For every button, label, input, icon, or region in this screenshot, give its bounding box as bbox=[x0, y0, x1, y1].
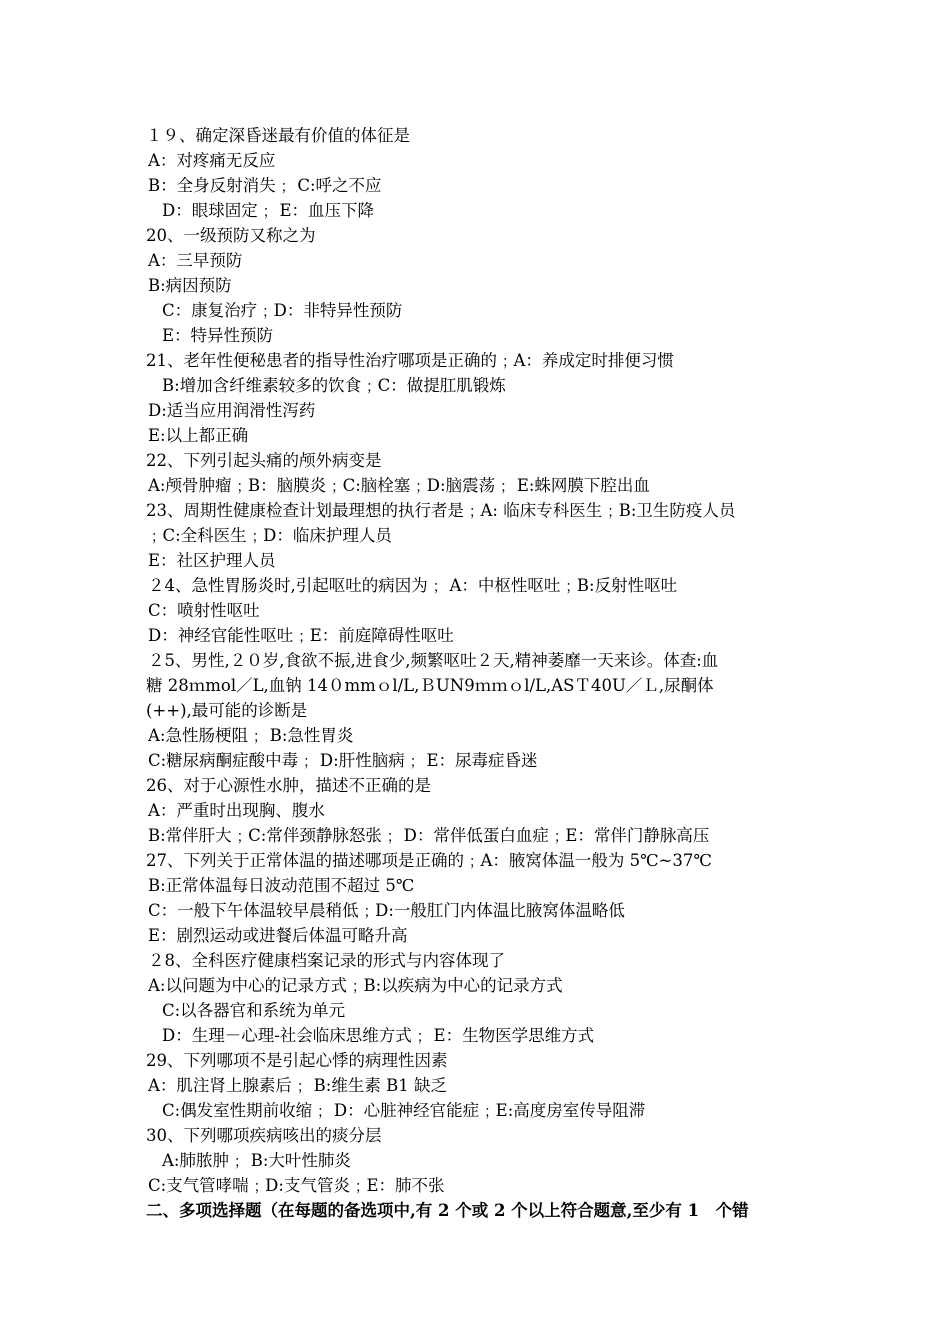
text-line: 21、老年性便秘患者的指导性治疗哪项是正确的﹔A：养成定时排便习惯 bbox=[146, 351, 674, 370]
question-list bbox=[146, 123, 826, 1223]
text-line: A：对疼痛无反应 bbox=[148, 151, 276, 170]
text-line: B:正常体温每日波动范围不超过 5℃ bbox=[148, 876, 415, 895]
text-line: C：一般下午体温较早晨稍低﹔D:一般肛门内体温比腋窝体温略低 bbox=[148, 901, 625, 920]
text-line: E:以上都正确 bbox=[148, 426, 249, 445]
text-line: ２4、急性胃肠炎时,引起呕吐的病因为﹔ A：中枢性呕吐﹔B:反射性呕吐 bbox=[148, 576, 678, 595]
text-line: E：特异性预防 bbox=[162, 326, 274, 345]
text-line: A:以问题为中心的记录方式﹔B:以疾病为中心的记录方式 bbox=[148, 976, 563, 995]
text-line: ﹔C:全科医生﹔D：临床护理人员 bbox=[146, 526, 392, 545]
text-line: A：严重时出现胸、腹水 bbox=[148, 801, 325, 820]
text-line: B：全身反射消失﹔ C:呼之不应 bbox=[148, 176, 382, 195]
text-line: ２8、全科医疗健康档案记录的形式与内容体现了 bbox=[148, 951, 505, 970]
text-line: (++),最可能的诊断是 bbox=[146, 701, 308, 720]
text-line: A：肌注肾上腺素后﹔ B:维生素 B1 缺乏 bbox=[148, 1076, 447, 1095]
text-line: C:支气管哮喘﹔D:支气管炎﹔E：肺不张 bbox=[148, 1176, 445, 1195]
text-line: D：神经官能性呕吐﹔E：前庭障碍性呕吐 bbox=[148, 626, 454, 645]
text-line: D:适当应用润滑性泻药 bbox=[148, 401, 316, 420]
text-line: C：喷射性呕吐 bbox=[148, 601, 260, 620]
text-line: 糖 28ｍmol／L,血钠 14０mmｏl/L,ＢUN9ｍｍｏl/L,ASＴ40U／Ｌ,尿酮体 bbox=[146, 676, 714, 695]
text-line: C：康复治疗﹔D：非特异性预防 bbox=[162, 301, 403, 320]
text-line: 23、周期性健康检查计划最理想的执行者是﹔A: 临床专科医生﹔B:卫生防疫人员 bbox=[146, 501, 736, 520]
text-line: B:增加含纤维素较多的饮食﹔C：做提肛肌锻炼 bbox=[162, 376, 506, 395]
text-line: １９、确定深昏迷最有价值的体征是 bbox=[146, 126, 410, 145]
text-line: E：社区护理人员 bbox=[148, 551, 276, 570]
text-line: B:病因预防 bbox=[148, 276, 232, 295]
text-line: 30、下列哪项疾病咳出的痰分层 bbox=[146, 1126, 382, 1145]
text-line: C:以各器官和系统为单元 bbox=[162, 1001, 346, 1020]
text-line: 26、对于心源性水肿，描述不正确的是 bbox=[146, 776, 431, 795]
text-line: A:急性肠梗阻﹔ B:急性胃炎 bbox=[148, 726, 354, 745]
text-line: A:肺脓肿﹔ B:大叶性肺炎 bbox=[162, 1151, 351, 1170]
text-line: 29、下列哪项不是引起心悸的病理性因素 bbox=[146, 1051, 448, 1070]
text-line: E：剧烈运动或进餐后体温可略升高 bbox=[148, 926, 408, 945]
text-line: B:常伴肝大﹔C:常伴颈静脉怒张﹔ D：常伴低蛋白血症﹔E：常伴门静脉高压 bbox=[148, 826, 710, 845]
text-line: A：三早预防 bbox=[148, 251, 243, 270]
text-line: C:糖尿病酮症酸中毒﹔ D:肝性脑病﹔ E：尿毒症昏迷 bbox=[148, 751, 538, 770]
text-line: 22、下列引起头痛的颅外病变是 bbox=[146, 451, 382, 470]
text-line: C:偶发室性期前收缩﹔ D：心脏神经官能症﹔E:高度房室传导阻滞 bbox=[162, 1101, 646, 1120]
text-line: D：生理－心理-社会临床思维方式﹔ E：生物医学思维方式 bbox=[162, 1026, 595, 1045]
text-line: A:颅骨肿瘤﹔B：脑膜炎﹔C:脑栓塞﹔D:脑震荡﹔ E:蛛网膜下腔出血 bbox=[148, 476, 650, 495]
text-line: ２5、男性,２０岁,食欲不振,进食少,频繁呕吐２天,精神萎靡一天来诊。体查:血 bbox=[148, 651, 719, 670]
text-line: 27、下列关于正常体温的描述哪项是正确的﹔A：腋窝体温一般为 5℃~37℃ bbox=[146, 851, 712, 870]
text-line: D：眼球固定﹔ E：血压下降 bbox=[162, 201, 375, 220]
section-heading: 二、多项选择题（在每题的备选项中,有 2 个或 2 个以上符合题意,至少有 1 个错 bbox=[146, 1201, 749, 1220]
text-line: 20、一级预防又称之为 bbox=[146, 226, 316, 245]
